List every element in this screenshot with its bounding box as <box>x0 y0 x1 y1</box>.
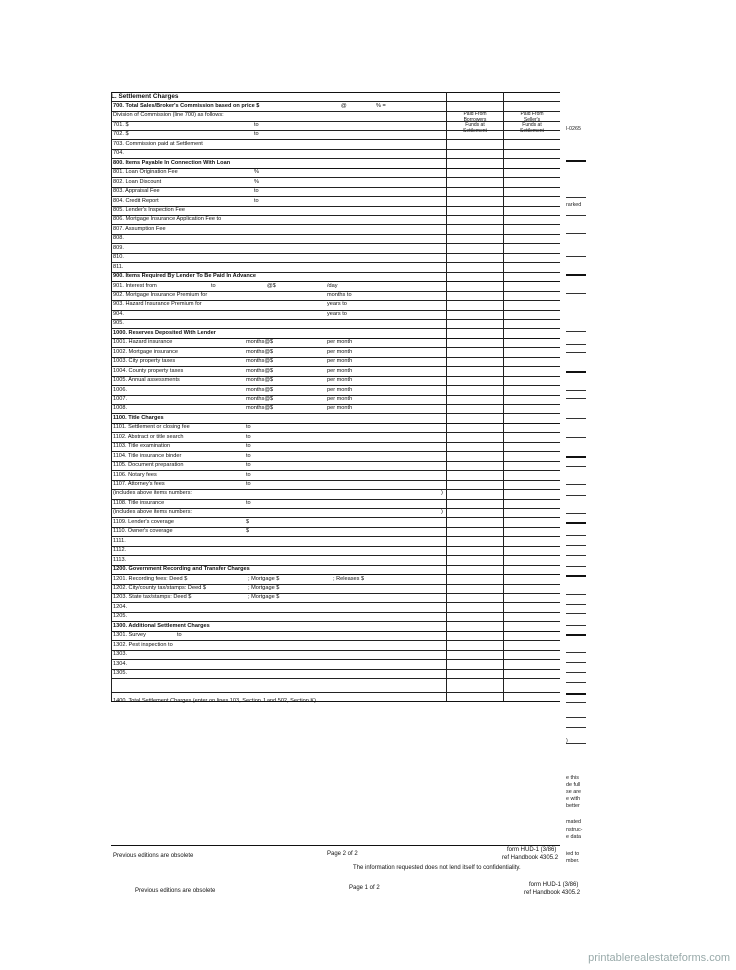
row-field-label: months@$ <box>246 395 274 402</box>
row-field-label: per month <box>327 386 353 393</box>
total-row-label: 1400. Total Settlement Charges (enter on lines 103, Section J and 502, Section K) <box>113 698 316 704</box>
row-label: 1305. <box>113 670 127 676</box>
table-row <box>111 319 560 328</box>
row-field-label: to <box>246 471 251 478</box>
row-field-label: to <box>246 433 251 440</box>
row-field-label: months@$ <box>246 339 274 346</box>
row-label: 1105. Document preparation <box>113 462 184 469</box>
bleed-text: ied to <box>566 851 580 857</box>
row-field-label: @ <box>341 103 347 109</box>
table-row <box>111 329 560 338</box>
bleed-rule <box>566 495 586 496</box>
bleed-text: e data <box>566 834 581 840</box>
bleed-text: nstruc- <box>566 827 583 833</box>
table-row <box>111 253 560 262</box>
watermark: printablerealestateforms.com <box>588 952 730 964</box>
table-row <box>111 650 560 659</box>
rule-total-top <box>111 692 560 693</box>
row-field-label: ) <box>441 490 443 497</box>
table-row <box>111 518 560 527</box>
row-field-label: per month <box>327 395 353 402</box>
bleed-text: e this <box>566 775 579 781</box>
table-row <box>111 187 560 196</box>
footer-handbook-1: ref Handbook 4305.2 <box>502 855 559 861</box>
bleed-rule <box>566 398 586 399</box>
table-row <box>111 178 560 187</box>
borrower-column-header: Paid From Borrowers Funds at Settlement <box>463 111 487 134</box>
row-field-label: years to <box>327 310 347 317</box>
bleed-rule <box>566 197 586 198</box>
row-label: 1008. <box>113 405 127 412</box>
row-label: 804. Credit Report <box>113 197 159 204</box>
row-label: 1106. Notary fees <box>113 471 157 478</box>
bleed-rule <box>566 274 586 276</box>
row-label: 1304. <box>113 660 127 667</box>
bleed-rule <box>566 693 586 695</box>
row-rule <box>111 678 560 679</box>
bleed-rule <box>566 613 586 614</box>
bleed-rule <box>566 215 586 216</box>
table-row <box>111 234 560 243</box>
row-label: 1100. Title Charges <box>113 414 164 421</box>
footer-rule <box>111 845 560 846</box>
row-label: 809. <box>113 244 124 251</box>
column-divider-seller <box>503 92 504 701</box>
bleed-text: mated <box>566 819 581 825</box>
table-row <box>111 291 560 300</box>
bleed-rule <box>566 484 586 485</box>
table-row <box>111 471 560 480</box>
row-label: 700. Total Sales/Broker's Commission based on price $ <box>113 103 260 109</box>
row-field-label: to <box>254 131 259 138</box>
table-row <box>111 282 560 291</box>
table-row <box>111 480 560 489</box>
row-label: 807. Assumption Fee <box>113 225 166 232</box>
row-label: 810. <box>113 254 124 261</box>
table-row <box>111 244 560 253</box>
row-label: 1103. Title examination <box>113 443 171 450</box>
bleed-text: better <box>566 803 580 809</box>
table-row <box>111 508 560 517</box>
row-label: 803. Appraisal Fee <box>113 188 160 195</box>
bleed-text: mber. <box>566 858 580 864</box>
bleed-rule <box>566 717 586 718</box>
row-label: 808. <box>113 235 124 242</box>
row-label: 901. Interest from <box>113 282 157 289</box>
bleed-text: e with <box>566 796 581 802</box>
bleed-rule <box>566 418 586 419</box>
footer-obsolete-1: Previous editions are obsolete <box>113 853 194 859</box>
bleed-rule <box>566 662 586 663</box>
bleed-rule <box>566 566 586 567</box>
table-row <box>111 404 560 413</box>
table-row <box>111 310 560 319</box>
row-field-label: months@$ <box>246 348 274 355</box>
row-label: 1112. <box>113 547 127 554</box>
table-row <box>111 669 560 678</box>
row-label: 900. Items Required By Lender To Be Paid In Advance <box>113 273 256 280</box>
bleed-rule <box>566 743 586 744</box>
table-row <box>111 168 560 177</box>
table-row <box>111 537 560 546</box>
table-row <box>111 631 560 640</box>
row-field-label: $ <box>246 528 250 535</box>
row-label: 1108. Title insurance <box>113 499 165 506</box>
table-row <box>111 376 560 385</box>
table-row <box>111 660 560 669</box>
table-row <box>111 348 560 357</box>
bleed-rule <box>566 352 586 353</box>
row-label: 702. $ <box>113 131 129 138</box>
row-label: (includes above items numbers: <box>113 509 192 516</box>
row-label: Division of Commission (line 700) as follows: <box>113 112 224 119</box>
bleed-rule <box>566 331 586 332</box>
table-row <box>111 414 560 423</box>
table-row <box>111 149 560 158</box>
table-left-border <box>111 92 112 701</box>
table-row <box>111 140 560 149</box>
footer-page-2: Page 1 of 2 <box>349 885 380 891</box>
bleed-rule <box>566 555 586 556</box>
rule-top <box>111 92 560 93</box>
row-label: 701. $ <box>113 121 129 128</box>
row-field-label: per month <box>327 377 353 384</box>
row-label: 1301. Survey <box>113 632 146 639</box>
bleed-rule <box>566 625 586 626</box>
table-row <box>111 357 560 366</box>
row-field-label: per month <box>327 367 353 374</box>
row-label: 1004. County property taxes <box>113 367 184 374</box>
bleed-rule <box>566 160 586 162</box>
table-row <box>111 546 560 555</box>
row-label: 1001. Hazard insurance <box>113 339 173 346</box>
table-row <box>111 395 560 404</box>
row-label: 805. Lender's Inspection Fee <box>113 206 185 213</box>
row-field-label: % = <box>376 103 386 109</box>
row-field-label: $ <box>246 518 250 525</box>
footer-form-2: form HUD-1 (3/86) <box>529 882 579 888</box>
bleed-rule <box>566 390 586 391</box>
table-row <box>111 489 560 498</box>
table-row <box>111 527 560 536</box>
bleed-rule <box>566 575 586 577</box>
row-label: 1111. <box>113 537 126 544</box>
row-field-label: % <box>254 169 259 176</box>
bleed-rule <box>566 727 586 728</box>
bleed-rule <box>566 371 586 373</box>
row-label: 1302. Pest inspection to <box>113 641 173 648</box>
bleed-text: se are <box>566 789 581 795</box>
row-field-label: to <box>254 188 259 195</box>
bleed-text: de full <box>566 782 581 788</box>
footer-handbook-2: ref Handbook 4305.2 <box>524 890 581 896</box>
row-field-label: to <box>254 197 259 204</box>
bleed-rule <box>566 456 586 458</box>
bleed-rule <box>566 344 586 345</box>
table-row <box>111 367 560 376</box>
row-label: 1107. Attorney's fees <box>113 481 165 487</box>
footer-form-1: form HUD-1 (3/86) <box>507 847 557 853</box>
bleed-text: ) <box>566 738 568 744</box>
row-field-label: months@$ <box>246 405 274 412</box>
table-row <box>111 272 560 281</box>
row-field-label: ; Releases $ <box>333 575 365 582</box>
bleed-rule <box>566 522 586 524</box>
column-header-rule <box>446 139 560 140</box>
table-row <box>111 300 560 309</box>
row-field-label: per month <box>327 348 353 355</box>
table-row <box>111 612 560 621</box>
table-row <box>111 111 560 120</box>
row-label: 1003. City property taxes <box>113 358 176 365</box>
table-row <box>111 556 560 565</box>
table-row <box>111 159 560 168</box>
row-label: 1007. <box>113 395 127 402</box>
table-row <box>111 121 560 130</box>
bleed-text: l-0265 <box>566 126 581 132</box>
row-label: 1104. Title insurance binder <box>113 452 182 459</box>
row-field-label: @$ <box>267 282 276 289</box>
row-label: 1202. City/county tax/stamps: Deed $ <box>113 584 206 591</box>
row-label: 1101. Settlement or closing fee <box>113 424 190 431</box>
row-field-label: ; Mortgage $ <box>248 594 280 601</box>
table-row <box>111 197 560 206</box>
row-field-label: % <box>254 178 259 185</box>
row-label: 1205. <box>113 613 127 620</box>
row-field-label: ; Mortgage $ <box>248 584 280 591</box>
row-field-label: per month <box>327 405 353 412</box>
row-label: 1201. Recording fees: Deed $ <box>113 575 188 582</box>
table-row <box>111 499 560 508</box>
row-field-label: to <box>177 632 182 639</box>
row-label: 1006. <box>113 386 127 393</box>
row-label: 905. <box>113 320 124 327</box>
row-label: 1303. <box>113 651 127 658</box>
table-row <box>111 102 560 111</box>
table-row <box>111 461 560 470</box>
row-label: 704. <box>113 150 124 157</box>
bleed-rule <box>566 256 586 257</box>
table-row <box>111 603 560 612</box>
row-field-label: months to <box>327 292 352 298</box>
row-label: 1203. State tax/stamps: Deed $ <box>113 594 192 601</box>
table-row <box>111 263 560 272</box>
row-label: 806. Mortgage Insurance Application Fee to <box>113 216 222 223</box>
table-row <box>111 442 560 451</box>
total-row <box>111 697 560 706</box>
column-divider-borrower <box>446 92 447 701</box>
bleed-rule <box>566 233 586 234</box>
row-label: 1109. Lender's coverage <box>113 518 174 525</box>
footer-confidentiality: The information requested does not lend itself to confidentiality. <box>353 865 521 871</box>
row-field-label: to <box>246 462 251 469</box>
row-label: 1200. Government Recording and Transfer Charges <box>113 566 250 573</box>
row-field-label: /day <box>327 282 338 289</box>
row-field-label: to <box>246 424 251 431</box>
bleed-rule <box>566 594 586 595</box>
table-row <box>111 433 560 442</box>
row-field-label: to <box>246 452 251 459</box>
row-field-label: per month <box>327 358 353 365</box>
table-row <box>111 641 560 650</box>
row-label: 801. Loan Origination Fee <box>113 169 178 176</box>
bleed-rule <box>566 535 586 536</box>
bleed-rule <box>566 604 586 605</box>
bleed-rule <box>566 634 586 636</box>
row-label: 1102. Abstract or title search <box>113 433 184 440</box>
bleed-rule <box>566 652 586 653</box>
table-row <box>111 452 560 461</box>
table-row <box>111 215 560 224</box>
bleed-rule <box>566 672 586 673</box>
bleed-rule <box>566 293 586 294</box>
row-label: 800. Items Payable In Connection With Loan <box>113 159 231 166</box>
row-field-label: months@$ <box>246 358 274 365</box>
bleed-rule <box>566 682 586 683</box>
row-field-label: to <box>211 282 216 289</box>
row-label: 1005. Annual assessments <box>113 377 180 384</box>
table-row <box>111 622 560 631</box>
row-label: 1204. <box>113 603 127 610</box>
table-row <box>111 575 560 584</box>
row-field-label: years to <box>327 301 347 308</box>
row-field-label: months@$ <box>246 386 274 393</box>
footer-page-1: Page 2 of 2 <box>327 851 358 857</box>
row-field-label: to <box>246 443 251 450</box>
row-field-label: to <box>246 481 251 487</box>
row-label: 1000. Reserves Deposited With Lender <box>113 329 216 336</box>
row-label: 904. <box>113 310 124 317</box>
row-field-label: ) <box>441 509 443 516</box>
row-field-label: months@$ <box>246 377 274 384</box>
bleed-rule <box>566 437 586 438</box>
bleed-rule <box>566 702 586 703</box>
bleed-rule <box>566 545 586 546</box>
table-row <box>111 584 560 593</box>
row-field-label: ; Mortgage $ <box>248 575 280 582</box>
row-field-label: per month <box>327 339 353 346</box>
row-label: 703. Commission paid at Settlement <box>113 140 203 147</box>
row-label: 1002. Mortgage insurance <box>113 348 178 355</box>
row-label: 1110. Owner's coverage <box>113 528 173 535</box>
table-row <box>111 565 560 574</box>
seller-column-header: Paid From Seller's Funds at Settlement <box>520 111 544 134</box>
row-label: 811. <box>113 263 124 270</box>
row-field-label: months@$ <box>246 367 274 374</box>
section-title: L. Settlement Charges <box>111 93 179 100</box>
row-field-label: to <box>246 499 251 506</box>
bleed-rule <box>566 513 586 514</box>
table-row <box>111 206 560 215</box>
row-field-label: to <box>254 121 259 128</box>
row-label: 1113. <box>113 556 127 563</box>
bleed-text: rarked <box>566 202 582 208</box>
row-label: (includes above items numbers: <box>113 490 192 497</box>
table-row <box>111 423 560 432</box>
table-row <box>111 386 560 395</box>
bleed-rule <box>566 466 586 467</box>
row-label: 1300. Additional Settlement Charges <box>113 622 210 629</box>
footer-obsolete-2: Previous editions are obsolete <box>135 888 216 894</box>
table-row <box>111 225 560 234</box>
row-label: 903. Hazard Insurance Premium for <box>113 301 202 308</box>
row-label: 802. Loan Discount <box>113 178 162 185</box>
table-row <box>111 593 560 602</box>
row-label: 902. Mortgage Insurance Premium for <box>113 292 208 298</box>
table-row <box>111 338 560 347</box>
